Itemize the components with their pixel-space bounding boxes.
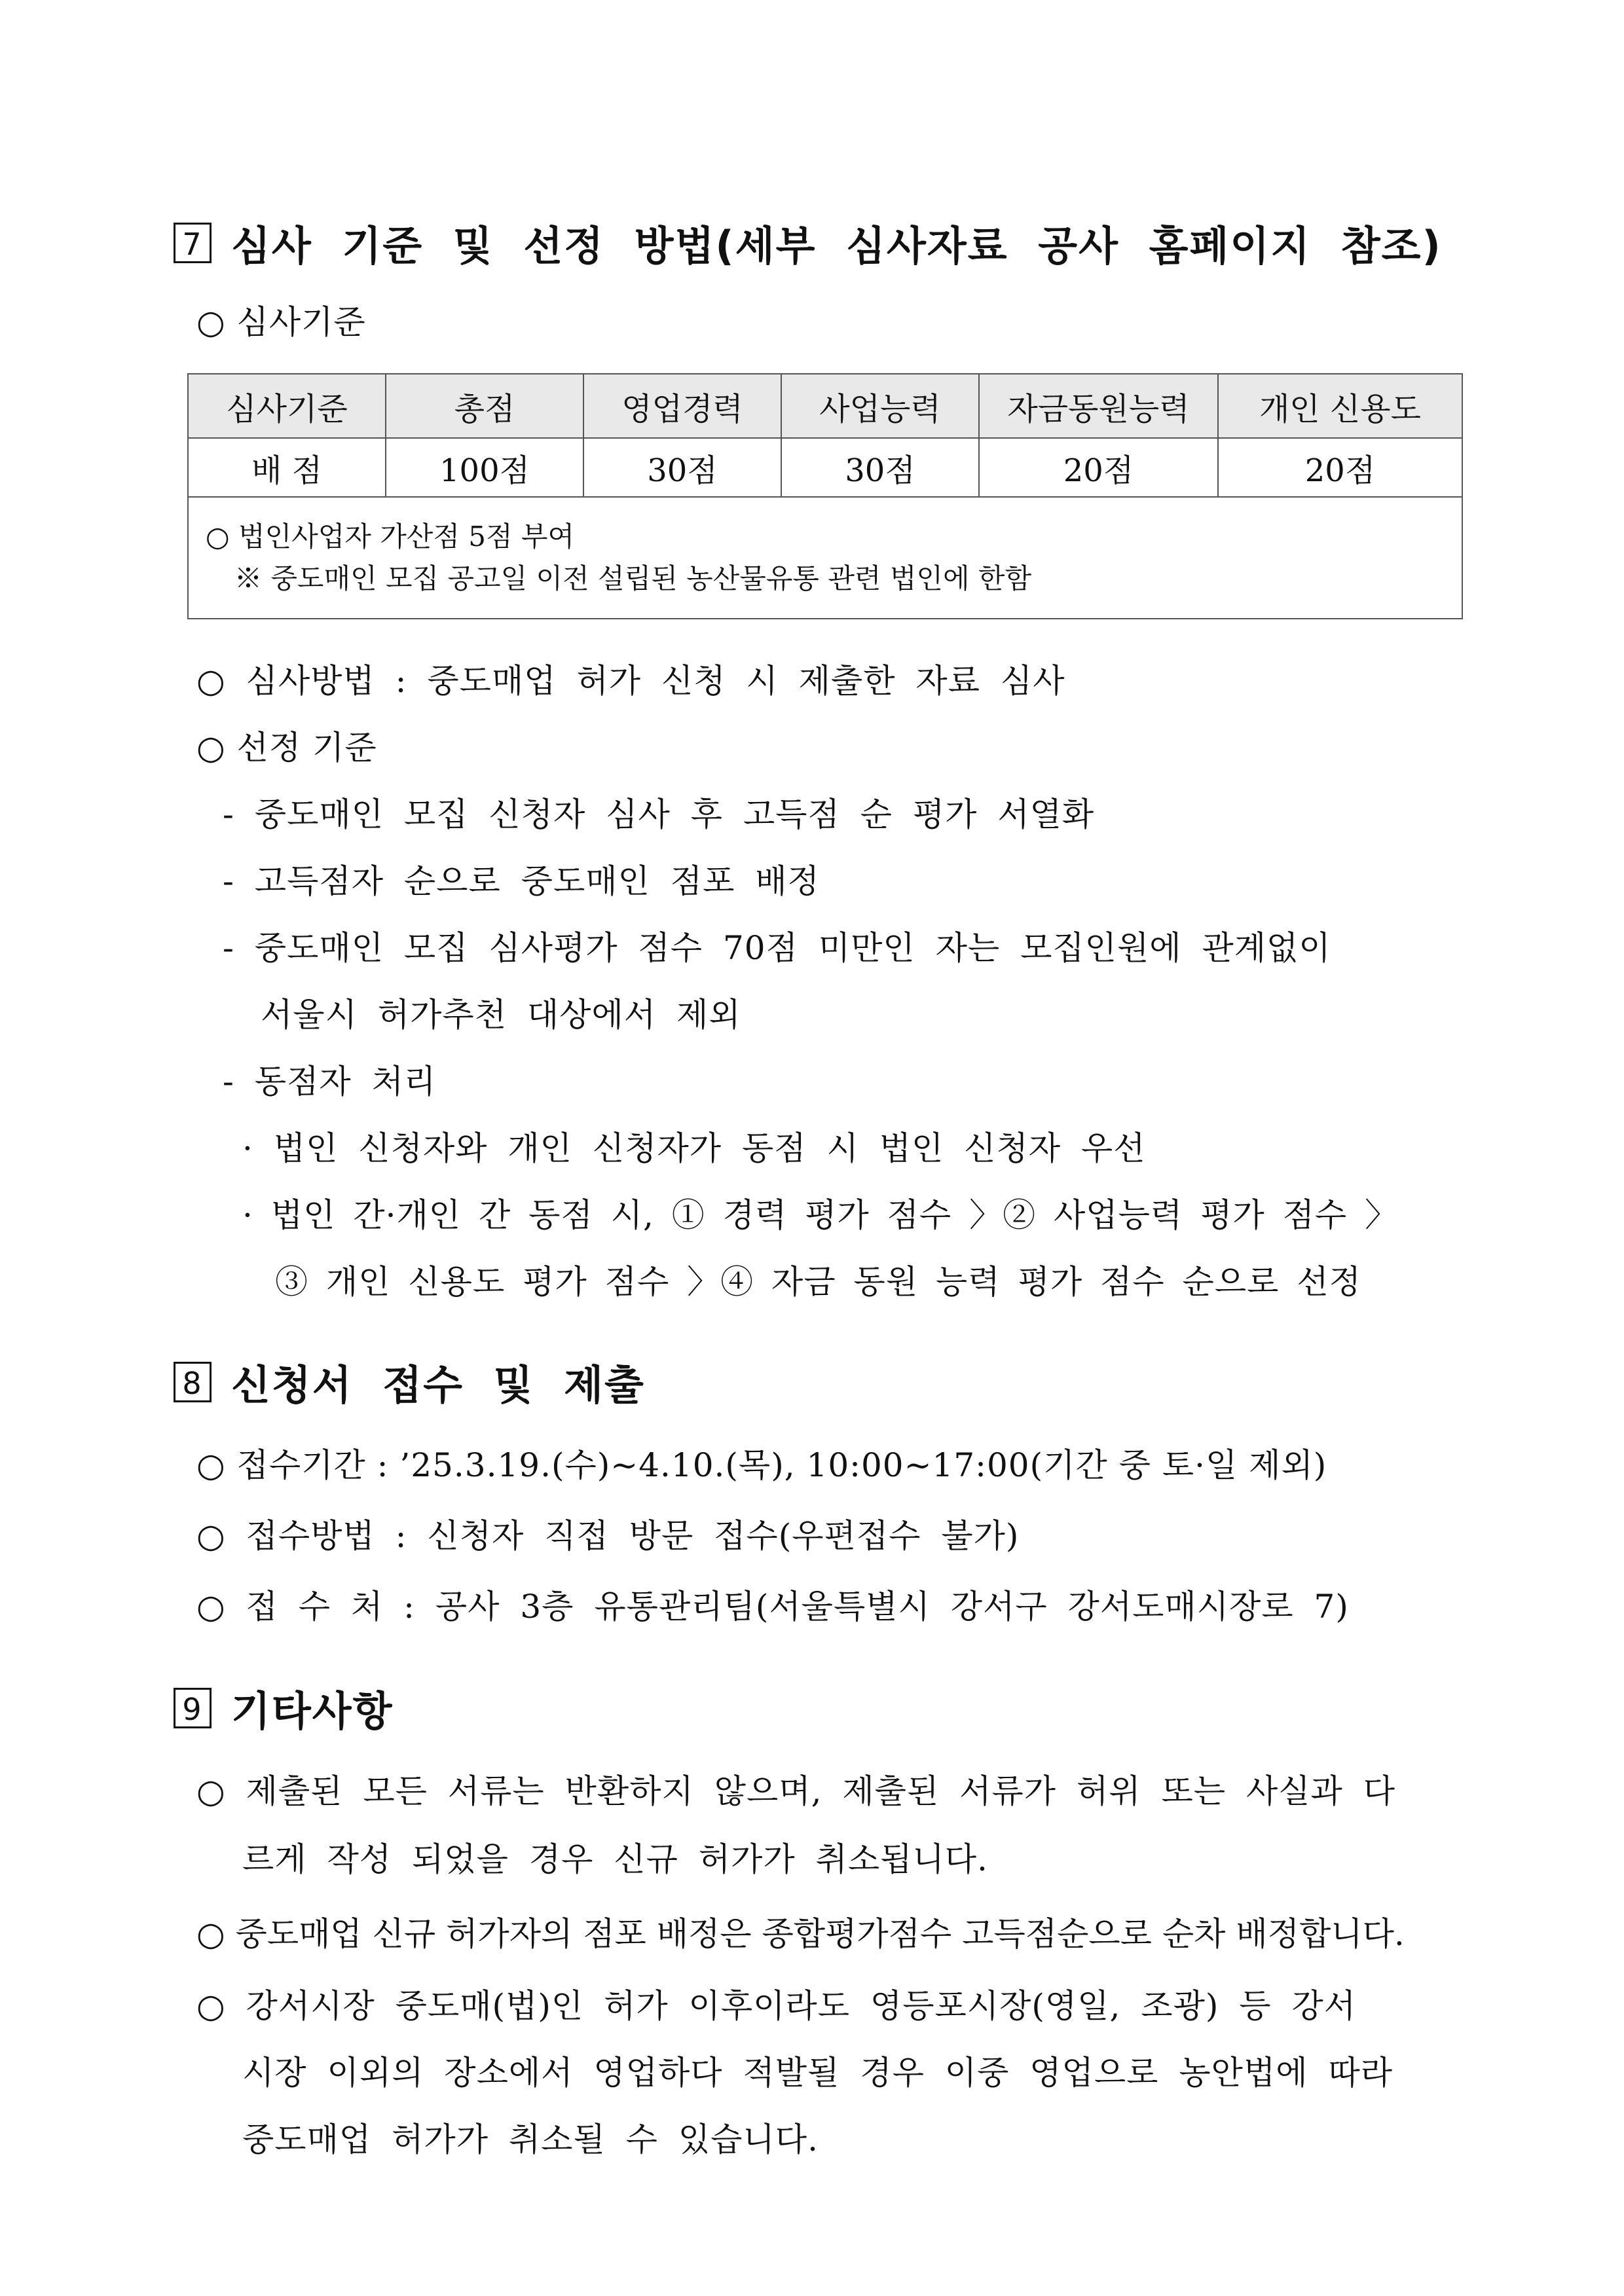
section-9-heading — [174, 1679, 394, 1737]
application-method: ○ 접수방법 : 신청자 직접 방문 접수(우편접수 불가) — [196, 1517, 1020, 1555]
criteria-table-header-row — [188, 374, 1462, 438]
selection-item-3-line-1: - 중도매인 모집 심사평가 점수 70점 미만인 자는 모집인원에 관계없이 — [223, 929, 1331, 967]
bonus-note: ○ 법인사업자 가산점 5점 부여 — [206, 520, 575, 553]
table-header-cell: 심사기준 — [188, 374, 386, 438]
table-header-cell: 총점 — [386, 374, 583, 438]
other-item-1-line-1: ○ 제출된 모든 서류는 반환하지 않으며, 제출된 서류가 허위 또는 사실과 다 — [196, 1772, 1396, 1810]
tie-rule-1: · 법인 신청자와 개인 신청자가 동점 시 법인 신청자 우선 — [242, 1129, 1146, 1167]
table-header-cell: 사업능력 — [781, 374, 979, 438]
table-note-cell — [188, 497, 1462, 619]
bonus-condition-note: ※ 중도매인 모집 공고일 이전 설립된 농산물유통 관련 법인에 한함 — [234, 562, 1032, 594]
table-cell: 30점 — [781, 438, 979, 497]
criteria-label: ○ 심사기준 — [196, 303, 366, 341]
selection-label: ○ 선정 기준 — [196, 729, 377, 767]
selection-item-2: - 고득점자 순으로 중도매인 점포 배정 — [223, 862, 820, 900]
tie-rule-2-line-2: ③ 개인 신용도 평가 점수 〉④ 자금 동원 능력 평가 점수 순으로 선정 — [275, 1263, 1361, 1301]
other-item-1-line-2: 르게 작성 되었을 경우 신규 허가가 취소됩니다. — [242, 1840, 988, 1878]
section-8-title: 신청서 접수 및 제출 — [231, 1361, 645, 1409]
criteria-table-score-row — [188, 438, 1462, 497]
other-item-2: ○ 중도매업 신규 허가자의 점포 배정은 종합평가점수 고득점순으로 순차 배정합니다. — [196, 1915, 1405, 1953]
section-8-heading — [174, 1353, 645, 1411]
table-header-cell: 자금동원능력 — [979, 374, 1218, 438]
table-cell: 20점 — [1218, 438, 1462, 497]
table-cell: 배 점 — [188, 438, 386, 497]
section-7-number: 7 — [174, 223, 212, 263]
selection-item-1: - 중도매인 모집 신청자 심사 후 고득점 순 평가 서열화 — [223, 795, 1095, 833]
table-cell: 30점 — [583, 438, 781, 497]
section-9-title: 기타사항 — [231, 1687, 394, 1735]
table-cell: 20점 — [979, 438, 1218, 497]
criteria-table-note-row — [188, 497, 1462, 619]
table-header-cell: 영업경력 — [583, 374, 781, 438]
section-7-title: 심사 기준 및 선정 방법(세부 심사자료 공사 홈페이지 참조) — [231, 222, 1442, 270]
review-method: ○ 심사방법 : 중도매업 허가 신청 시 제출한 자료 심사 — [196, 662, 1065, 700]
criteria-table — [187, 373, 1463, 619]
table-cell: 100점 — [386, 438, 583, 497]
selection-item-4: - 동점자 처리 — [223, 1063, 437, 1101]
selection-item-3-line-2: 서울시 허가추천 대상에서 제외 — [261, 996, 741, 1034]
section-7-heading — [174, 213, 1442, 272]
other-item-3-line-1: ○ 강서시장 중도매(법)인 허가 이후이라도 영등포시장(영일, 조광) 등 강서 — [196, 1987, 1357, 2025]
section-8-number: 8 — [174, 1362, 212, 1402]
table-header-cell: 개인 신용도 — [1218, 374, 1462, 438]
application-place: ○ 접 수 처 : 공사 3층 유통관리팀(서울특별시 강서구 강서도매시장로 7) — [196, 1588, 1349, 1626]
other-item-3-line-3: 중도매업 허가가 취소될 수 있습니다. — [242, 2121, 819, 2159]
section-9-number: 9 — [174, 1688, 212, 1728]
other-item-3-line-2: 시장 이외의 장소에서 영업하다 적발될 경우 이중 영업으로 농안법에 따라 — [242, 2054, 1393, 2092]
application-period: ○ 접수기간 : ’25.3.19.(수)~4.10.(목), 10:00~17:00(기간 중 토·일 제외) — [196, 1446, 1327, 1484]
tie-rule-2-line-1: · 법인 간·개인 간 동점 시, ① 경력 평가 점수 〉② 사업능력 평가 점수 〉 — [242, 1196, 1399, 1234]
